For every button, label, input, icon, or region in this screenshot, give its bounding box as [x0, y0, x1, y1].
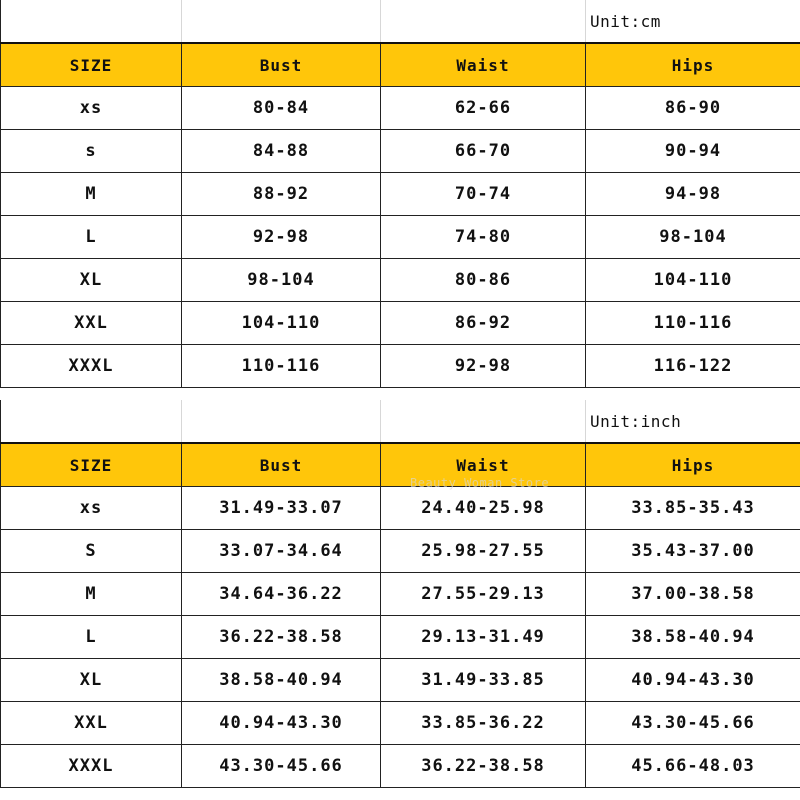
waist-cell: 25.98-27.55 [381, 530, 586, 573]
waist-cell: 70-74 [381, 173, 586, 216]
unit-row [1, 400, 800, 443]
table-row [1, 616, 800, 659]
waist-cell: 31.49-33.85 [381, 659, 586, 702]
hips-cell: 116-122 [586, 345, 800, 388]
bust-cell: 34.64-36.22 [182, 573, 381, 616]
unit-row [1, 0, 800, 43]
table-row [1, 302, 800, 345]
header-row [1, 443, 800, 487]
hips-cell: 37.00-38.58 [586, 573, 800, 616]
waist-cell: 29.13-31.49 [381, 616, 586, 659]
unit-label: Unit:cm [586, 0, 800, 43]
blank-cell [381, 400, 586, 443]
hips-cell: 33.85-35.43 [586, 487, 800, 530]
bust-cell: 98-104 [182, 259, 381, 302]
waist-cell: 33.85-36.22 [381, 702, 586, 745]
table-row [1, 702, 800, 745]
size-cell: XXXL [1, 345, 182, 388]
hips-cell: 86-90 [586, 87, 800, 130]
bust-cell: 80-84 [182, 87, 381, 130]
size-chart-inch [0, 400, 800, 788]
store-watermark: Beauty Woman Store [410, 476, 550, 490]
size-cell: xs [1, 87, 182, 130]
bust-cell: 38.58-40.94 [182, 659, 381, 702]
waist-column-header: Waist [381, 43, 586, 87]
size-cell: XL [1, 259, 182, 302]
size-table-inch [0, 400, 800, 788]
hips-cell: 94-98 [586, 173, 800, 216]
hips-cell: 45.66-48.03 [586, 745, 800, 788]
bust-cell: 40.94-43.30 [182, 702, 381, 745]
hips-cell: 43.30-45.66 [586, 702, 800, 745]
size-cell: s [1, 130, 182, 173]
unit-label: Unit:inch [586, 400, 800, 443]
table-row [1, 87, 800, 130]
hips-cell: 104-110 [586, 259, 800, 302]
bust-column-header: Bust [182, 443, 381, 487]
size-cell: M [1, 573, 182, 616]
hips-cell: 40.94-43.30 [586, 659, 800, 702]
size-chart-cm [0, 0, 800, 388]
waist-cell: 62-66 [381, 87, 586, 130]
hips-cell: 35.43-37.00 [586, 530, 800, 573]
size-cell: XXL [1, 702, 182, 745]
hips-cell: 110-116 [586, 302, 800, 345]
size-table-cm [0, 0, 800, 388]
bust-cell: 92-98 [182, 216, 381, 259]
size-cell: L [1, 616, 182, 659]
bust-cell: 43.30-45.66 [182, 745, 381, 788]
table-row [1, 130, 800, 173]
header-row [1, 43, 800, 87]
table-row [1, 530, 800, 573]
bust-cell: 84-88 [182, 130, 381, 173]
table-row [1, 573, 800, 616]
size-cell: XXXL [1, 745, 182, 788]
hips-column-header: Hips [586, 43, 800, 87]
waist-cell: 92-98 [381, 345, 586, 388]
waist-cell: 36.22-38.58 [381, 745, 586, 788]
size-cell: XXL [1, 302, 182, 345]
table-row [1, 345, 800, 388]
table-row [1, 173, 800, 216]
table-row [1, 659, 800, 702]
size-cell: M [1, 173, 182, 216]
bust-cell: 33.07-34.64 [182, 530, 381, 573]
hips-cell: 98-104 [586, 216, 800, 259]
waist-cell: 66-70 [381, 130, 586, 173]
size-cell: L [1, 216, 182, 259]
blank-cell [381, 0, 586, 43]
blank-cell [1, 0, 182, 43]
bust-cell: 110-116 [182, 345, 381, 388]
table-row [1, 259, 800, 302]
hips-cell: 90-94 [586, 130, 800, 173]
blank-cell [182, 400, 381, 443]
table-row [1, 216, 800, 259]
blank-cell [1, 400, 182, 443]
size-column-header: SIZE [1, 443, 182, 487]
size-cell: S [1, 530, 182, 573]
hips-column-header: Hips [586, 443, 800, 487]
bust-cell: 104-110 [182, 302, 381, 345]
hips-cell: 38.58-40.94 [586, 616, 800, 659]
bust-cell: 88-92 [182, 173, 381, 216]
size-column-header: SIZE [1, 43, 182, 87]
size-cell: xs [1, 487, 182, 530]
waist-column-header: Waist [381, 443, 586, 487]
waist-cell: 27.55-29.13 [381, 573, 586, 616]
bust-cell: 31.49-33.07 [182, 487, 381, 530]
waist-cell: 24.40-25.98 [381, 487, 586, 530]
bust-column-header: Bust [182, 43, 381, 87]
waist-cell: 86-92 [381, 302, 586, 345]
waist-cell: 74-80 [381, 216, 586, 259]
waist-cell: 80-86 [381, 259, 586, 302]
table-row [1, 745, 800, 788]
table-row [1, 487, 800, 530]
size-cell: XL [1, 659, 182, 702]
bust-cell: 36.22-38.58 [182, 616, 381, 659]
blank-cell [182, 0, 381, 43]
